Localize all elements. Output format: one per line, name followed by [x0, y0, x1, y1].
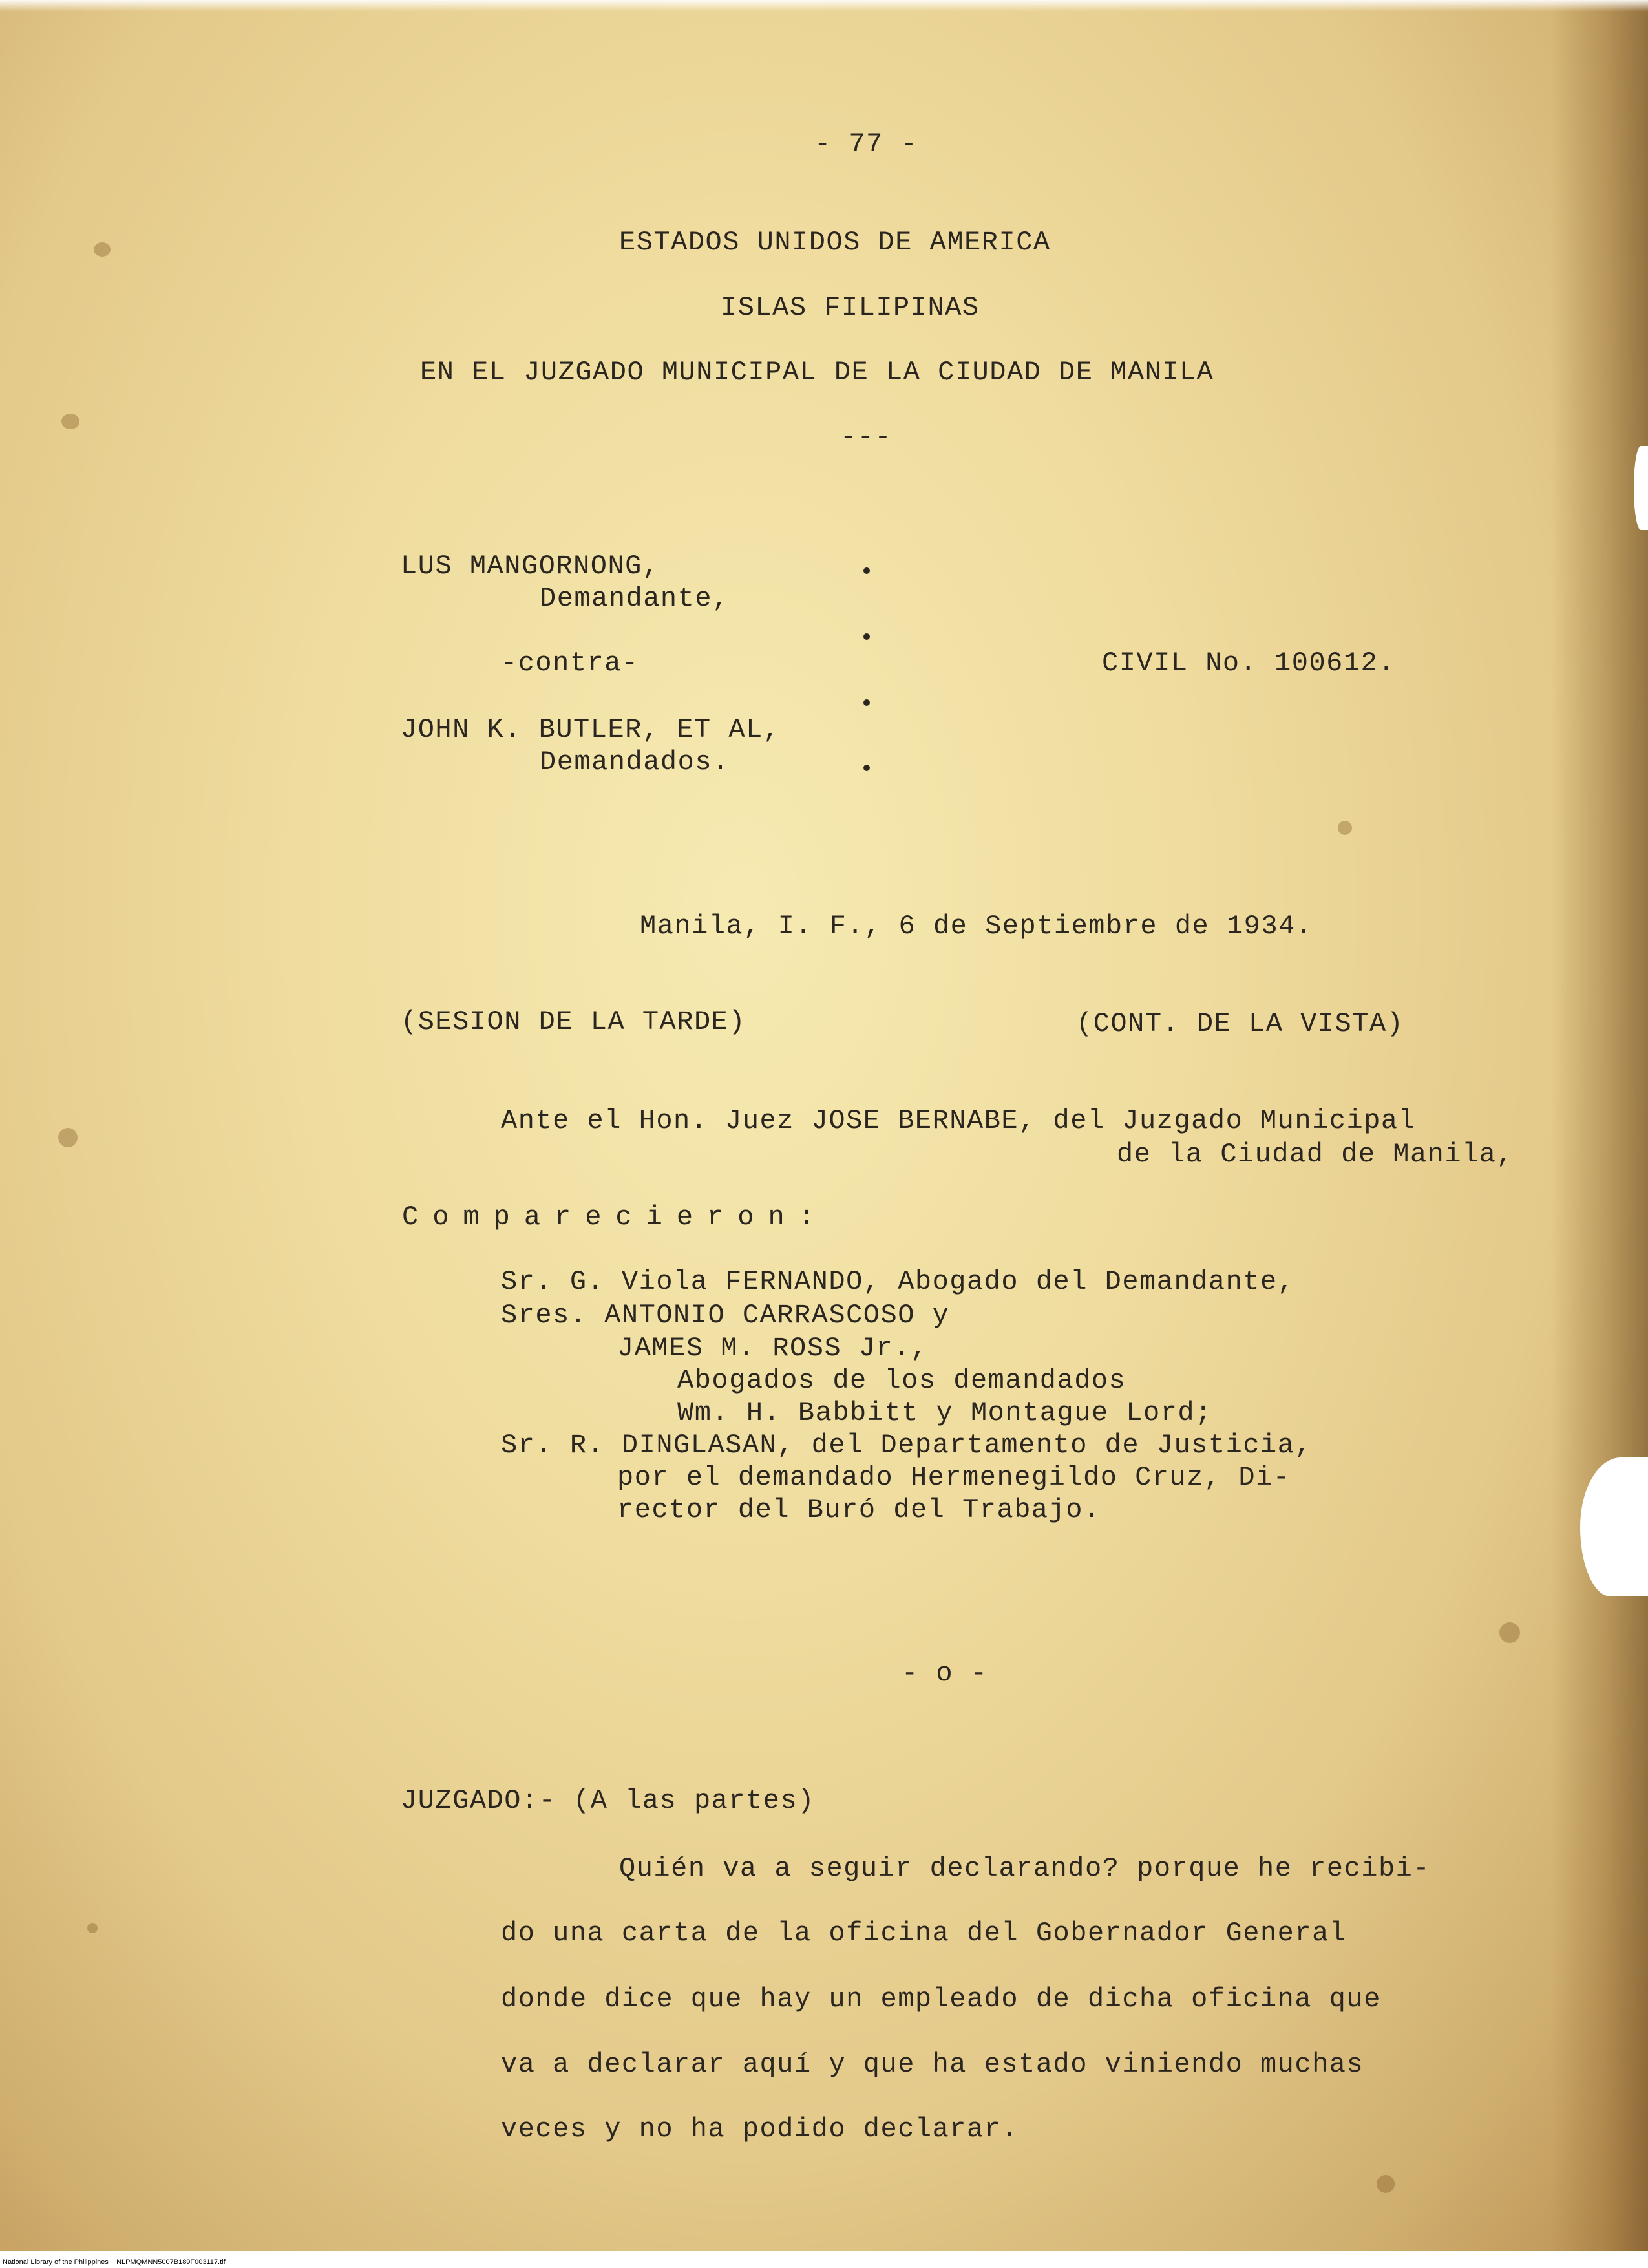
stain-spot	[1377, 2175, 1395, 2193]
stain-spot	[61, 414, 79, 429]
scan-footer-bar	[0, 2251, 1648, 2268]
appearance-line: Abogados de los demandados	[677, 1365, 1126, 1396]
stain-spot	[1499, 1622, 1520, 1643]
defendant-role: Demandados.	[540, 747, 730, 778]
header-court: EN EL JUZGADO MUNICIPAL DE LA CIUDAD DE MANILA	[420, 357, 1214, 388]
paper-tear	[1634, 446, 1648, 530]
caption-dot	[863, 699, 870, 706]
caption-dot	[863, 567, 870, 574]
stain-spot	[58, 1128, 78, 1147]
header-country: ESTADOS UNIDOS DE AMERICA	[619, 227, 1051, 258]
appearance-line: JAMES M. ROSS Jr.,	[617, 1333, 928, 1364]
appearance-line: por el demandado Hermenegildo Cruz, Di-	[617, 1462, 1291, 1493]
stain-spot	[1338, 821, 1352, 835]
appearance-line: Sr. G. Viola FERNANDO, Abogado del Demandante,	[501, 1266, 1295, 1297]
judge-line-2: de la Ciudad de Manila,	[1117, 1139, 1514, 1170]
page-number: - 77 -	[814, 129, 918, 160]
testimony-line: veces y no ha podido declarar.	[501, 2114, 1019, 2145]
scan-top-edge	[0, 0, 1648, 12]
header-region: ISLAS FILIPINAS	[721, 292, 980, 323]
aged-page-edge	[1551, 0, 1648, 2268]
testimony-line: Quién va a seguir declarando? porque he recibi-	[619, 1853, 1431, 1884]
session-label: (SESION DE LA TARDE)	[401, 1006, 746, 1037]
testimony-line: donde dice que hay un empleado de dicha oficina que	[501, 1984, 1381, 2015]
appearances-label: Comparecieron:	[402, 1202, 829, 1233]
caption-dot	[863, 765, 870, 771]
case-number: CIVIL No. 100612.	[1102, 648, 1395, 679]
session-status: (CONT. DE LA VISTA)	[1076, 1008, 1404, 1039]
place-date: Manila, I. F., 6 de Septiembre de 1934.	[640, 911, 1313, 942]
caption-dot	[863, 633, 870, 640]
judge-line-1: Ante el Hon. Juez JOSE BERNABE, del Juzgado Municipal	[501, 1105, 1416, 1136]
stain-spot	[87, 1923, 98, 1933]
versus-label: -contra-	[501, 648, 639, 679]
appearance-line: rector del Buró del Trabajo.	[617, 1494, 1101, 1525]
plaintiff-name: LUS MANGORNONG,	[401, 551, 660, 582]
header-separator: ---	[840, 421, 893, 452]
stain-spot	[94, 242, 111, 257]
testimony-line: do una carta de la oficina del Gobernador General	[501, 1918, 1347, 1949]
speaker-label: JUZGADO:- (A las partes)	[401, 1785, 815, 1816]
appearance-line: Sres. ANTONIO CARRASCOSO y	[501, 1300, 950, 1331]
scan-footer-label: National Library of the Philippines NLPMQMNN5007B189F003117.tif	[3, 2258, 226, 2266]
appearance-line: Sr. R. DINGLASAN, del Departamento de Justicia,	[501, 1430, 1313, 1461]
plaintiff-role: Demandante,	[540, 583, 730, 614]
section-divider: - o -	[902, 1658, 988, 1689]
appearance-line: Wm. H. Babbitt y Montague Lord;	[677, 1397, 1212, 1428]
defendant-name: JOHN K. BUTLER, ET AL,	[401, 714, 781, 745]
testimony-line: va a declarar aquí y que ha estado viniendo muchas	[501, 2049, 1364, 2080]
